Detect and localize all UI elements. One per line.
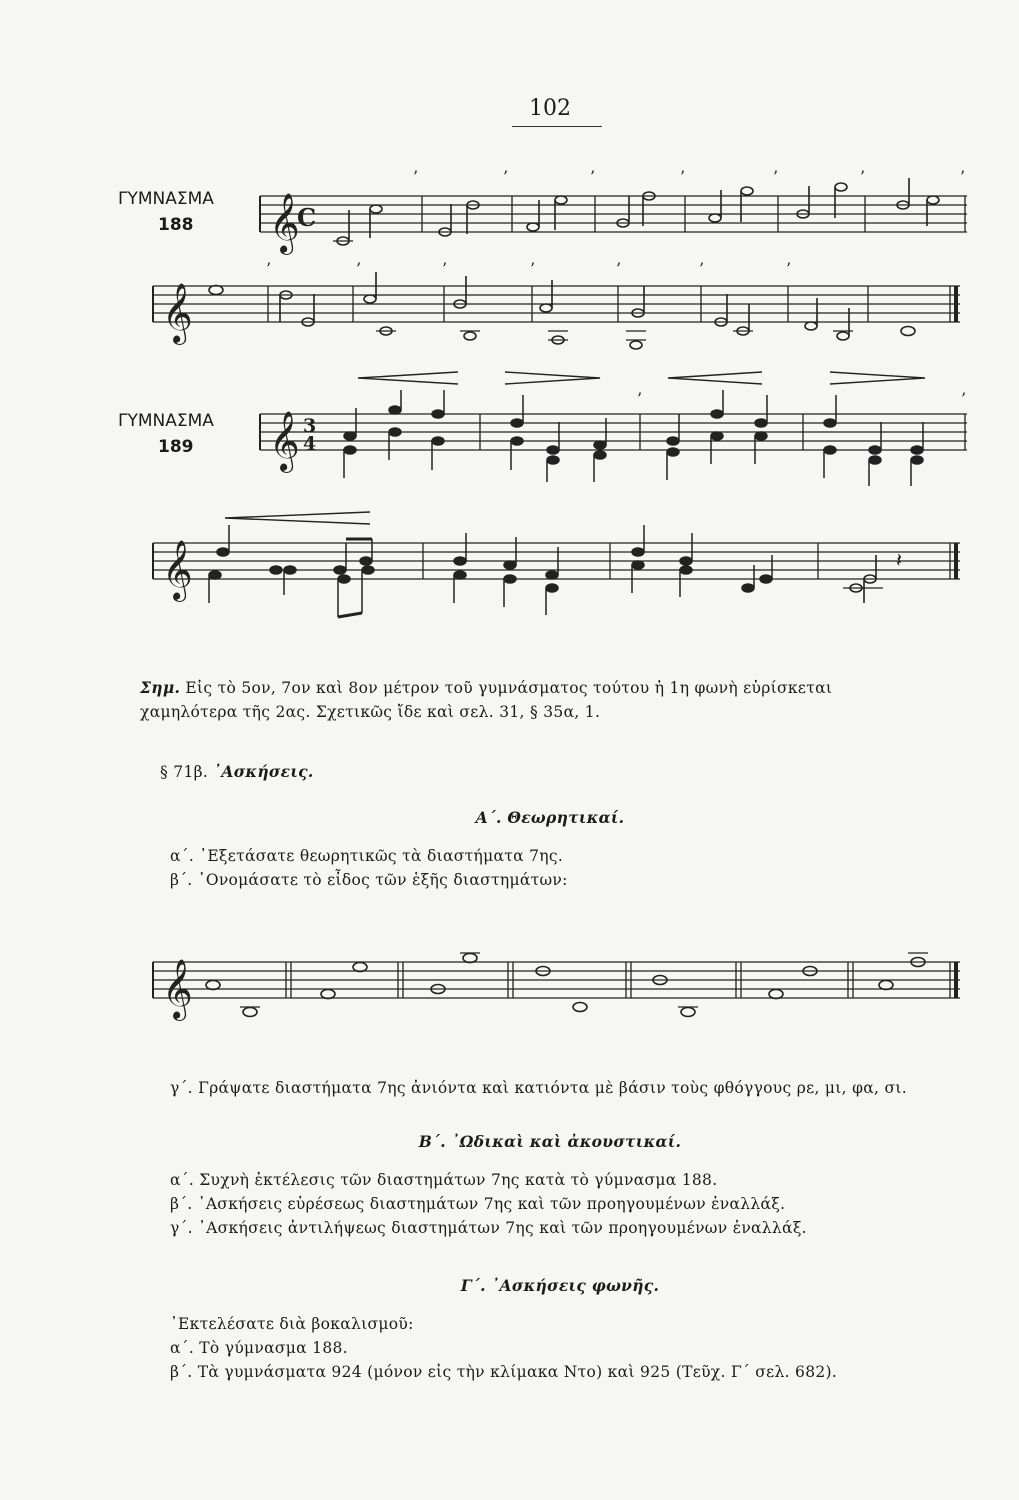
voice-item-b: β΄. Τὰ γυμνάσματα 924 (μόνον εἰς τὴν κλίμακα Ντο) καὶ 925 (Τεῦχ. Γ΄ σελ. 682). [170, 1363, 838, 1381]
aural-item-c: γ΄. ᾿Ασκήσεις ἀντιλήψεως διαστημάτων 7ης καὶ τῶν προηγουμένων ἐναλλάξ. [170, 1219, 807, 1237]
voice-item-a: α΄. Τὸ γύμνασμα 188. [170, 1339, 348, 1357]
svg-text:’: ’ [442, 259, 448, 278]
svg-text:’: ’ [503, 167, 509, 186]
svg-text:’: ’ [356, 259, 362, 278]
theory-item-b: β΄. ᾿Ονομάσατε τὸ εἶδος τῶν ἑξῆς διαστημάτων: [170, 871, 568, 889]
svg-text:’: ’ [616, 259, 622, 278]
staff-188-line-2 [148, 258, 968, 358]
staff-188-line-1 [255, 160, 975, 270]
svg-text:’: ’ [590, 167, 596, 186]
dynamics-189-line-1 [350, 366, 940, 390]
svg-text:’: ’ [786, 259, 792, 278]
svg-text:𝄞: 𝄞 [269, 193, 300, 253]
note-line-1: Εἰς τὸ 5ον, 7ον καὶ 8ον μέτρον τοῦ γυμνάσματος τούτου ἡ 1η φωνὴ εὑρίσκεται [180, 679, 833, 697]
exercise-189-label [118, 410, 214, 458]
note-paragraph [140, 676, 940, 724]
svg-text:𝄞: 𝄞 [162, 283, 193, 343]
time-signature-top: 3 [303, 415, 317, 437]
voice-heading: Γ΄. ᾿Ασκήσεις φωνῆς. [460, 1276, 660, 1295]
exercise-189-number: 189 [158, 437, 194, 457]
voice-intro: ᾿Εκτελέσατε διὰ βοκαλισμοῦ: [170, 1315, 414, 1333]
theory-heading: Α΄. Θεωρητικαί. [475, 808, 625, 827]
svg-text:’: ’ [266, 259, 272, 278]
interval-staff [148, 940, 968, 1030]
svg-text:𝄞: 𝄞 [269, 411, 300, 471]
exercise-188-label [118, 188, 214, 236]
theory-item-c: γ΄. Γράψατε διαστήματα 7ης ἀνιόντα καὶ κατιόντα μὲ βάσιν τοὺς φθόγγους ρε, μι, φα, σι. [170, 1079, 907, 1097]
aural-heading: Β΄. ᾿Ωδικαὶ καὶ ἀκουστικαί. [418, 1132, 682, 1151]
page-number: 102 [529, 96, 571, 121]
exercise-188-title: ΓΥΜΝΑΣΜΑ [118, 189, 214, 209]
exercise-189-title: ΓΥΜΝΑΣΜΑ [118, 411, 214, 431]
svg-text:’: ’ [637, 390, 643, 408]
note-label: Σημ. [140, 678, 181, 697]
time-signature-bottom: 4 [303, 433, 317, 455]
svg-text:’: ’ [960, 167, 966, 186]
staff-189-line-1 [255, 390, 975, 490]
theory-item-a: α΄. ᾿Εξετάσατε θεωρητικῶς τὰ διαστήματα 7ης. [170, 847, 564, 865]
aural-item-a: α΄. Συχνὴ ἐκτέλεσις τῶν διαστημάτων 7ης κατὰ τὸ γύμνασμα 188. [170, 1171, 718, 1189]
svg-text:’: ’ [860, 167, 866, 186]
svg-text:’: ’ [773, 167, 779, 186]
section-ref: § 71β. [160, 763, 209, 781]
svg-text:𝄞: 𝄞 [162, 959, 193, 1019]
aural-item-b: β΄. ᾿Ασκήσεις εὑρέσεως διαστημάτων 7ης καὶ τῶν προηγουμένων ἐναλλάξ. [170, 1195, 786, 1213]
section-title: ᾿Ασκήσεις. [213, 762, 314, 781]
staff-189-line-2 [148, 525, 968, 635]
svg-text:C: C [297, 203, 317, 232]
svg-text:𝄞: 𝄞 [162, 540, 193, 600]
note-line-2: χαμηλότερα τῆς 2ας. Σχετικῶς ἴδε καὶ σελ. 31, § 35α, 1. [140, 703, 601, 721]
svg-text:’: ’ [530, 259, 536, 278]
svg-text:’: ’ [413, 167, 419, 186]
svg-text:’: ’ [699, 259, 705, 278]
exercise-188-number: 188 [158, 215, 194, 235]
svg-text:’: ’ [680, 167, 686, 186]
section-heading [160, 760, 314, 784]
svg-text:𝄽: 𝄽 [896, 548, 903, 572]
page-number-rule [512, 126, 602, 127]
svg-text:’: ’ [961, 390, 967, 408]
